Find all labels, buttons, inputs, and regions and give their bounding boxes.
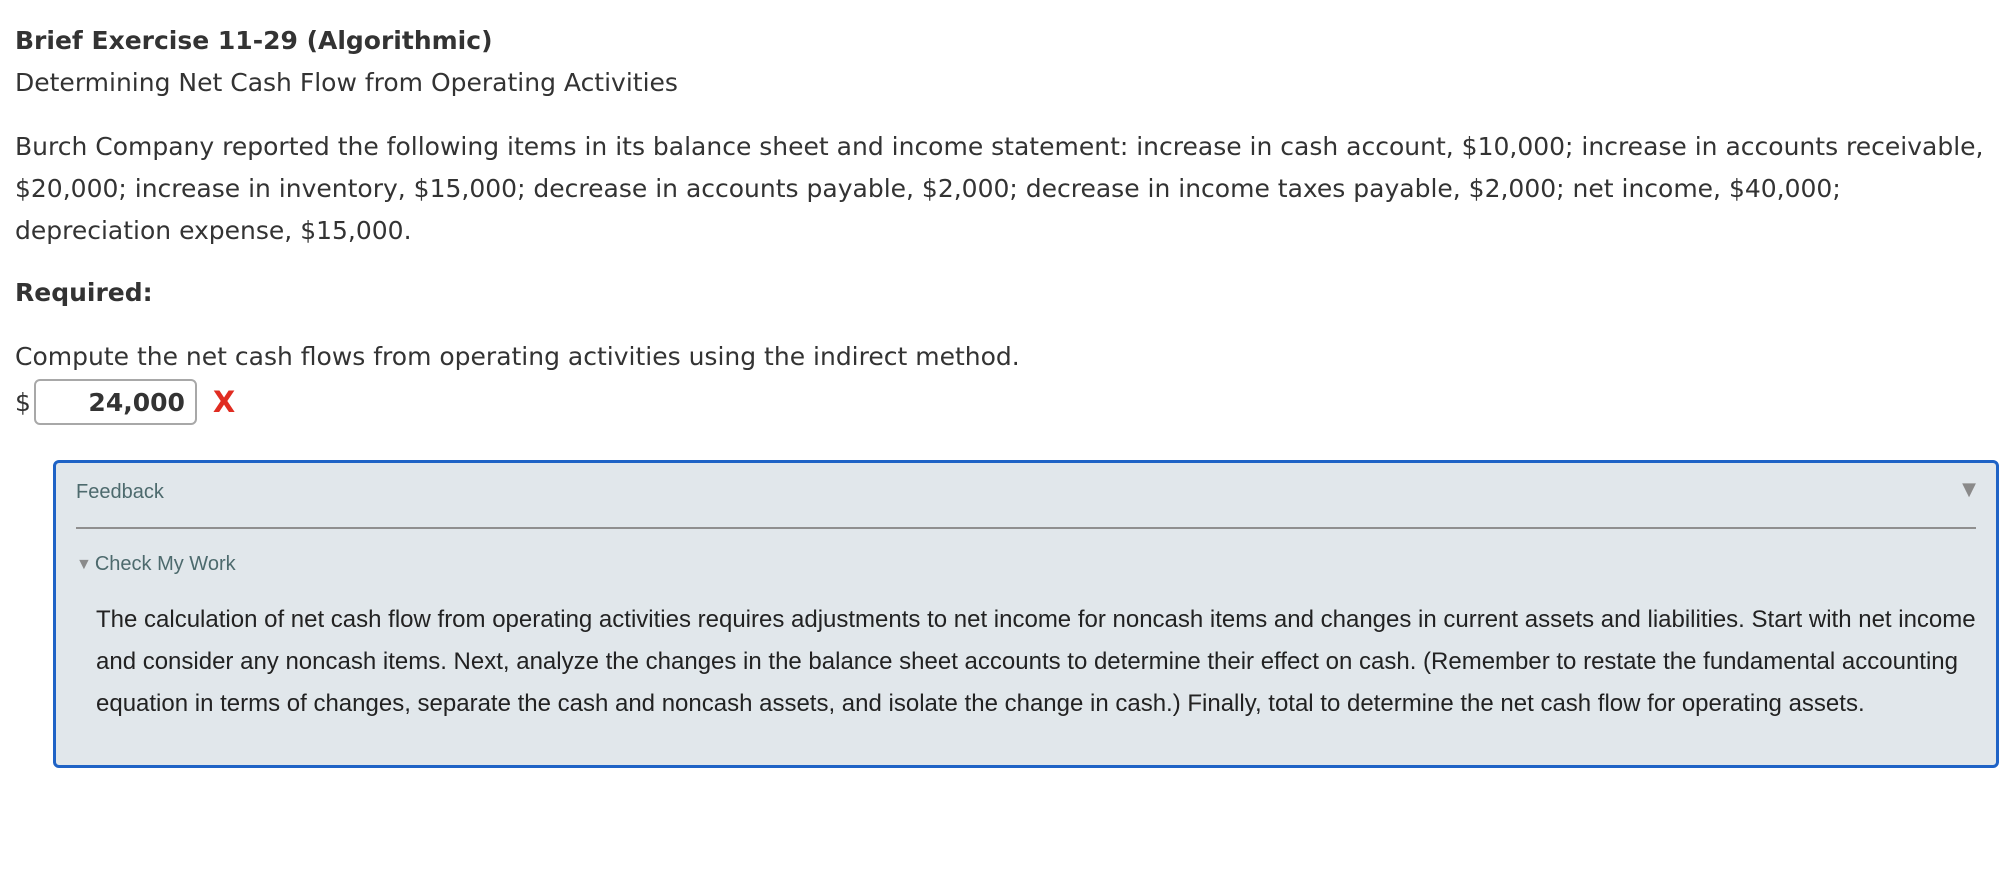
- collapse-triangle-icon[interactable]: ▼: [1962, 479, 1976, 500]
- check-my-work-label: Check My Work: [94, 553, 236, 575]
- instruction-text: Compute the net cash flows from operating activities using the indirect method.: [15, 342, 1020, 371]
- feedback-divider: [76, 527, 1976, 529]
- check-my-work-toggle[interactable]: [76, 553, 236, 576]
- problem-text: Burch Company reported the following items in its balance sheet and income statement: increase in cash account, $10,000; increase in accounts receivable, $20,000; increase in inventory, $15,000; decrease in accounts payable, $2,000; decrease in income taxes payable, $2,000; net income, $40,000; depreciation expense, $15,000.: [15, 132, 1984, 245]
- answer-input[interactable]: [34, 379, 197, 425]
- currency-symbol: $: [15, 387, 31, 417]
- exercise-subtitle: Determining Net Cash Flow from Operating Activities: [15, 68, 678, 97]
- exercise-title: Brief Exercise 11-29 (Algorithmic): [15, 26, 493, 55]
- incorrect-x-icon: X: [212, 384, 236, 419]
- answer-row: [15, 379, 2000, 425]
- feedback-header: Feedback: [76, 481, 164, 503]
- feedback-body-text: The calculation of net cash flow from operating activities requires adjustments to net income for noncash items and changes in current assets and liabilities. Start with net income and consider any noncash items. Next, analyze the changes in the balance sheet accounts to determine their effect on cash. (Remember to restate the fundamental accounting equation in terms of changes, separate the cash and noncash assets, and isolate the change in cash.) Finally, total to determine the net cash flow for operating assets.: [96, 606, 1976, 717]
- required-label: Required:: [15, 278, 153, 307]
- expand-triangle-icon: ▼: [76, 555, 92, 573]
- exercise-page: [15, 20, 2000, 425]
- feedback-panel: [53, 460, 1999, 768]
